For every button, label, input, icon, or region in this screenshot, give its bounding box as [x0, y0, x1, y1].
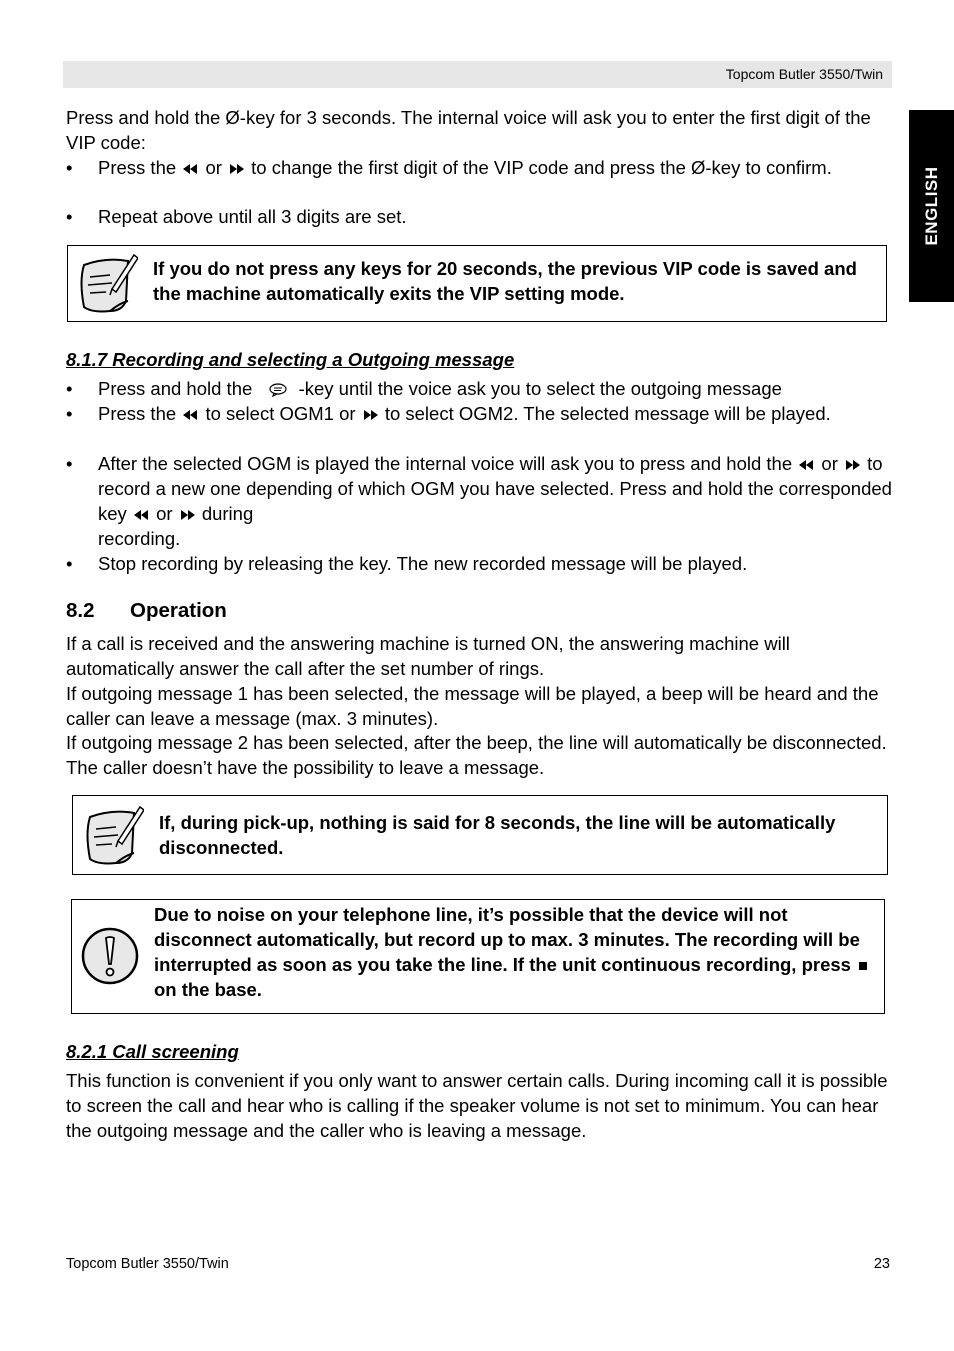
text-segment: or — [205, 157, 222, 178]
list-item — [66, 376, 892, 401]
section-title: Operation — [130, 599, 227, 622]
stop-key-icon — [858, 961, 868, 971]
bullet-dot: • — [66, 157, 73, 178]
text-segment: to record a new one depending of which OGM you have selected. Press and hold the corresponded key — [98, 453, 892, 524]
bullet-dot: • — [66, 403, 73, 424]
forward-key-icon — [363, 410, 378, 420]
note-text: If, during pick-up, nothing is said for 8 seconds, the line will be automatically disconnected. — [159, 812, 836, 858]
text-segment: to select OGM1 or — [205, 403, 356, 424]
text-segment: or — [821, 453, 838, 474]
text-segment: recording. — [98, 528, 181, 549]
note-box — [72, 795, 888, 875]
forward-key-icon — [845, 460, 860, 470]
header-title: Topcom Butler 3550/Twin — [725, 66, 883, 82]
subsection-heading-8-2-1: 8.2.1 Call screening — [66, 1041, 239, 1062]
call-screening-paragraph: This function is convenient if you only want to answer certain calls. During incoming call it is possible to screen the call and hear who is calling if the speaker volume is not set to minimum. You can hear the outgoing message and the caller who is leaving a message. — [66, 1070, 888, 1141]
page-number: 23 — [873, 1256, 890, 1272]
forward-key-icon — [180, 510, 195, 520]
list-item — [66, 451, 892, 551]
text-segment: during — [201, 503, 254, 524]
memo-key-icon — [265, 383, 291, 397]
section-number: 8.2 — [66, 599, 95, 622]
bullet-dot: • — [66, 378, 73, 399]
bullet-dot: • — [66, 453, 73, 474]
text-segment: on the base. — [154, 979, 262, 1000]
list-item — [66, 401, 892, 451]
list-item-text: Stop recording by releasing the key. The new recorded message will be played. — [98, 553, 748, 574]
footer-title: Topcom Butler 3550/Twin — [66, 1256, 229, 1272]
list-item-text: Repeat above until all 3 digits are set. — [98, 206, 407, 227]
list-item — [66, 551, 892, 576]
exclamation-icon — [80, 926, 140, 986]
operation-paragraph-1: If a call is received and the answering machine is turned ON, the answering machine will automatically answer the call after the set number of rings. — [66, 633, 790, 679]
header-bar — [63, 61, 892, 88]
bullet-dot: • — [66, 206, 73, 227]
operation-paragraph-2: If outgoing message 1 has been selected, the message will be played, a beep will be heard and the caller can leave a message (max. 3 minutes). — [66, 683, 879, 729]
text-segment: Due to noise on your telephone line, it’s possible that the device will not disconnect automatically, but record up to max. 3 minutes. The recording will be interrupted as soon as you take the line. If the unit continuous recording, press — [154, 904, 860, 975]
rewind-key-icon — [183, 410, 198, 420]
language-tab — [909, 110, 954, 302]
text-segment: -key until the voice ask you to select the outgoing message — [298, 378, 782, 399]
forward-key-icon — [229, 164, 244, 174]
text-segment: Press the — [98, 403, 177, 424]
rewind-key-icon — [799, 460, 814, 470]
note-pencil-icon — [76, 251, 138, 315]
text-segment: After the selected OGM is played the internal voice will ask you to press and hold the — [98, 453, 793, 474]
rewind-key-icon — [183, 164, 198, 174]
rewind-key-icon — [134, 510, 149, 520]
text-segment: Press and hold the — [98, 378, 253, 399]
bullet-dot: • — [66, 553, 73, 574]
warning-text — [154, 902, 878, 1002]
warning-box — [71, 899, 885, 1014]
list-item — [66, 155, 892, 205]
note-pencil-icon — [82, 803, 144, 867]
list-item — [66, 204, 892, 229]
note-text: If you do not press any keys for 20 seconds, the previous VIP code is saved and the machine automatically exits the VIP setting mode. — [153, 258, 857, 304]
note-box — [67, 245, 887, 322]
operation-paragraph-3: If outgoing message 2 has been selected, after the beep, the line will automatically be disconnected. The caller doesn’t have the possibility to leave a message. — [66, 732, 887, 778]
text-segment: to select OGM2. The selected message will be played. — [384, 403, 831, 424]
text-segment: Press the — [98, 157, 177, 178]
intro-paragraph: Press and hold the Ø-key for 3 seconds. The internal voice will ask you to enter the first digit of the VIP code: — [66, 107, 871, 153]
language-tab-label: ENGLISH — [921, 166, 941, 246]
text-segment: to change the first digit of the VIP code and press the Ø-key to confirm. — [251, 157, 832, 178]
section-heading-8-2 — [66, 599, 366, 625]
subsection-heading-8-1-7: 8.1.7 Recording and selecting a Outgoing message — [66, 349, 515, 370]
text-segment: or — [156, 503, 173, 524]
